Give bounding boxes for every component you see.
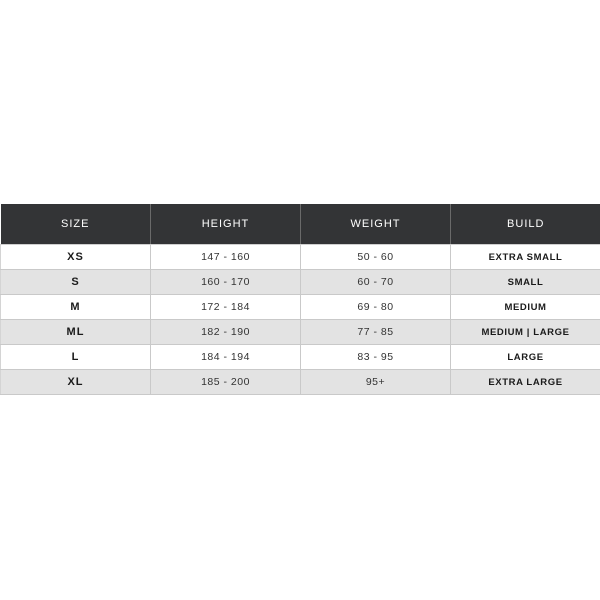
table-row bbox=[1, 345, 600, 370]
height-cell: 185 - 200 bbox=[151, 370, 301, 395]
header-row bbox=[1, 204, 600, 245]
weight-cell: 95+ bbox=[301, 370, 451, 395]
table-body bbox=[1, 245, 600, 395]
height-cell: 182 - 190 bbox=[151, 320, 301, 345]
build-cell: EXTRA SMALL bbox=[451, 245, 600, 270]
weight-cell: 50 - 60 bbox=[301, 245, 451, 270]
weight-cell: 69 - 80 bbox=[301, 295, 451, 320]
size-cell: XL bbox=[1, 370, 151, 395]
table-header bbox=[1, 204, 600, 245]
size-chart-table bbox=[0, 204, 600, 395]
size-cell: S bbox=[1, 270, 151, 295]
size-cell: L bbox=[1, 345, 151, 370]
table-row bbox=[1, 295, 600, 320]
build-cell: SMALL bbox=[451, 270, 600, 295]
build-cell: MEDIUM bbox=[451, 295, 600, 320]
header-weight: WEIGHT bbox=[301, 204, 451, 245]
header-size: SIZE bbox=[1, 204, 151, 245]
height-cell: 184 - 194 bbox=[151, 345, 301, 370]
build-cell: MEDIUM | LARGE bbox=[451, 320, 600, 345]
size-cell: XS bbox=[1, 245, 151, 270]
header-build: BUILD bbox=[451, 204, 600, 245]
height-cell: 147 - 160 bbox=[151, 245, 301, 270]
build-cell: LARGE bbox=[451, 345, 600, 370]
weight-cell: 60 - 70 bbox=[301, 270, 451, 295]
table-row bbox=[1, 320, 600, 345]
size-cell: M bbox=[1, 295, 151, 320]
table-row bbox=[1, 245, 600, 270]
table-row bbox=[1, 370, 600, 395]
size-cell: ML bbox=[1, 320, 151, 345]
build-cell: EXTRA LARGE bbox=[451, 370, 600, 395]
height-cell: 172 - 184 bbox=[151, 295, 301, 320]
header-height: HEIGHT bbox=[151, 204, 301, 245]
weight-cell: 77 - 85 bbox=[301, 320, 451, 345]
height-cell: 160 - 170 bbox=[151, 270, 301, 295]
weight-cell: 83 - 95 bbox=[301, 345, 451, 370]
table-row bbox=[1, 270, 600, 295]
